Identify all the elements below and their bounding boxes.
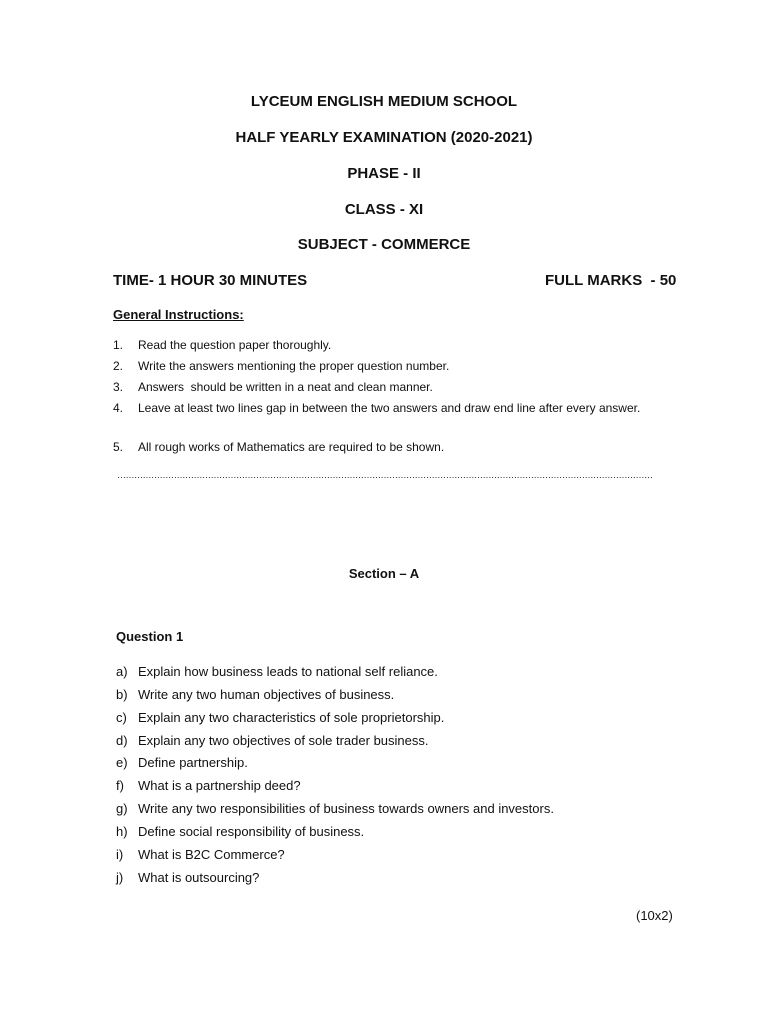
separator-line: ………………………………………………………………………………………………………………………………………………………………………	[117, 472, 653, 478]
class-label: CLASS - XI	[344, 201, 424, 218]
subject-label: SUBJECT - COMMERCE	[297, 236, 471, 253]
full-marks-label: FULL MARKS - 50	[545, 272, 677, 289]
question-label: h)	[116, 824, 128, 839]
question-text: Write any two human objectives of business.	[138, 687, 395, 702]
question-label: d)	[116, 733, 128, 748]
instruction-number: 5.	[113, 440, 124, 454]
question-label: f)	[116, 778, 124, 793]
instructions-title: General Instructions:	[113, 307, 244, 322]
instruction-number: 2.	[113, 359, 124, 373]
instruction-text: Read the question paper thoroughly.	[138, 338, 332, 352]
question-label: j)	[116, 870, 124, 885]
instruction-number: 1.	[113, 338, 124, 352]
instruction-number: 3.	[113, 380, 124, 394]
question-label: b)	[116, 687, 128, 702]
question-label: c)	[116, 710, 127, 725]
instruction-text: Leave at least two lines gap in between the two answers and draw end line after every answer.	[138, 401, 641, 415]
instruction-text: Write the answers mentioning the proper question number.	[138, 359, 450, 373]
instruction-text: All rough works of Mathematics are required to be shown.	[138, 440, 445, 454]
question-label: g)	[116, 801, 128, 816]
school-name: LYCEUM ENGLISH MEDIUM SCHOOL	[250, 93, 518, 110]
question-text: Define social responsibility of business.	[138, 824, 365, 839]
phase-label: PHASE - II	[347, 165, 421, 182]
question-title: Question 1	[116, 629, 184, 644]
question-text: What is B2C Commerce?	[138, 847, 285, 862]
instruction-number: 4.	[113, 401, 124, 415]
exam-title: HALF YEARLY EXAMINATION (2020-2021)	[235, 129, 533, 146]
question-text: Write any two responsibilities of business towards owners and investors.	[138, 801, 554, 816]
question-marks: (10x2)	[636, 908, 673, 923]
time-label: TIME- 1 HOUR 30 MINUTES	[113, 272, 308, 289]
question-label: i)	[116, 847, 124, 862]
question-label: a)	[116, 664, 128, 679]
question-text: Explain how business leads to national self reliance.	[138, 664, 438, 679]
question-text: What is a partnership deed?	[138, 778, 301, 793]
question-text: Explain any two objectives of sole trader business.	[138, 733, 429, 748]
question-text: Explain any two characteristics of sole proprietorship.	[138, 710, 445, 725]
question-text: Define partnership.	[138, 755, 248, 770]
instruction-text: Answers should be written in a neat and clean manner.	[138, 380, 433, 394]
section-heading: Section – A	[348, 566, 420, 581]
question-label: e)	[116, 755, 128, 770]
question-text: What is outsourcing?	[138, 870, 260, 885]
